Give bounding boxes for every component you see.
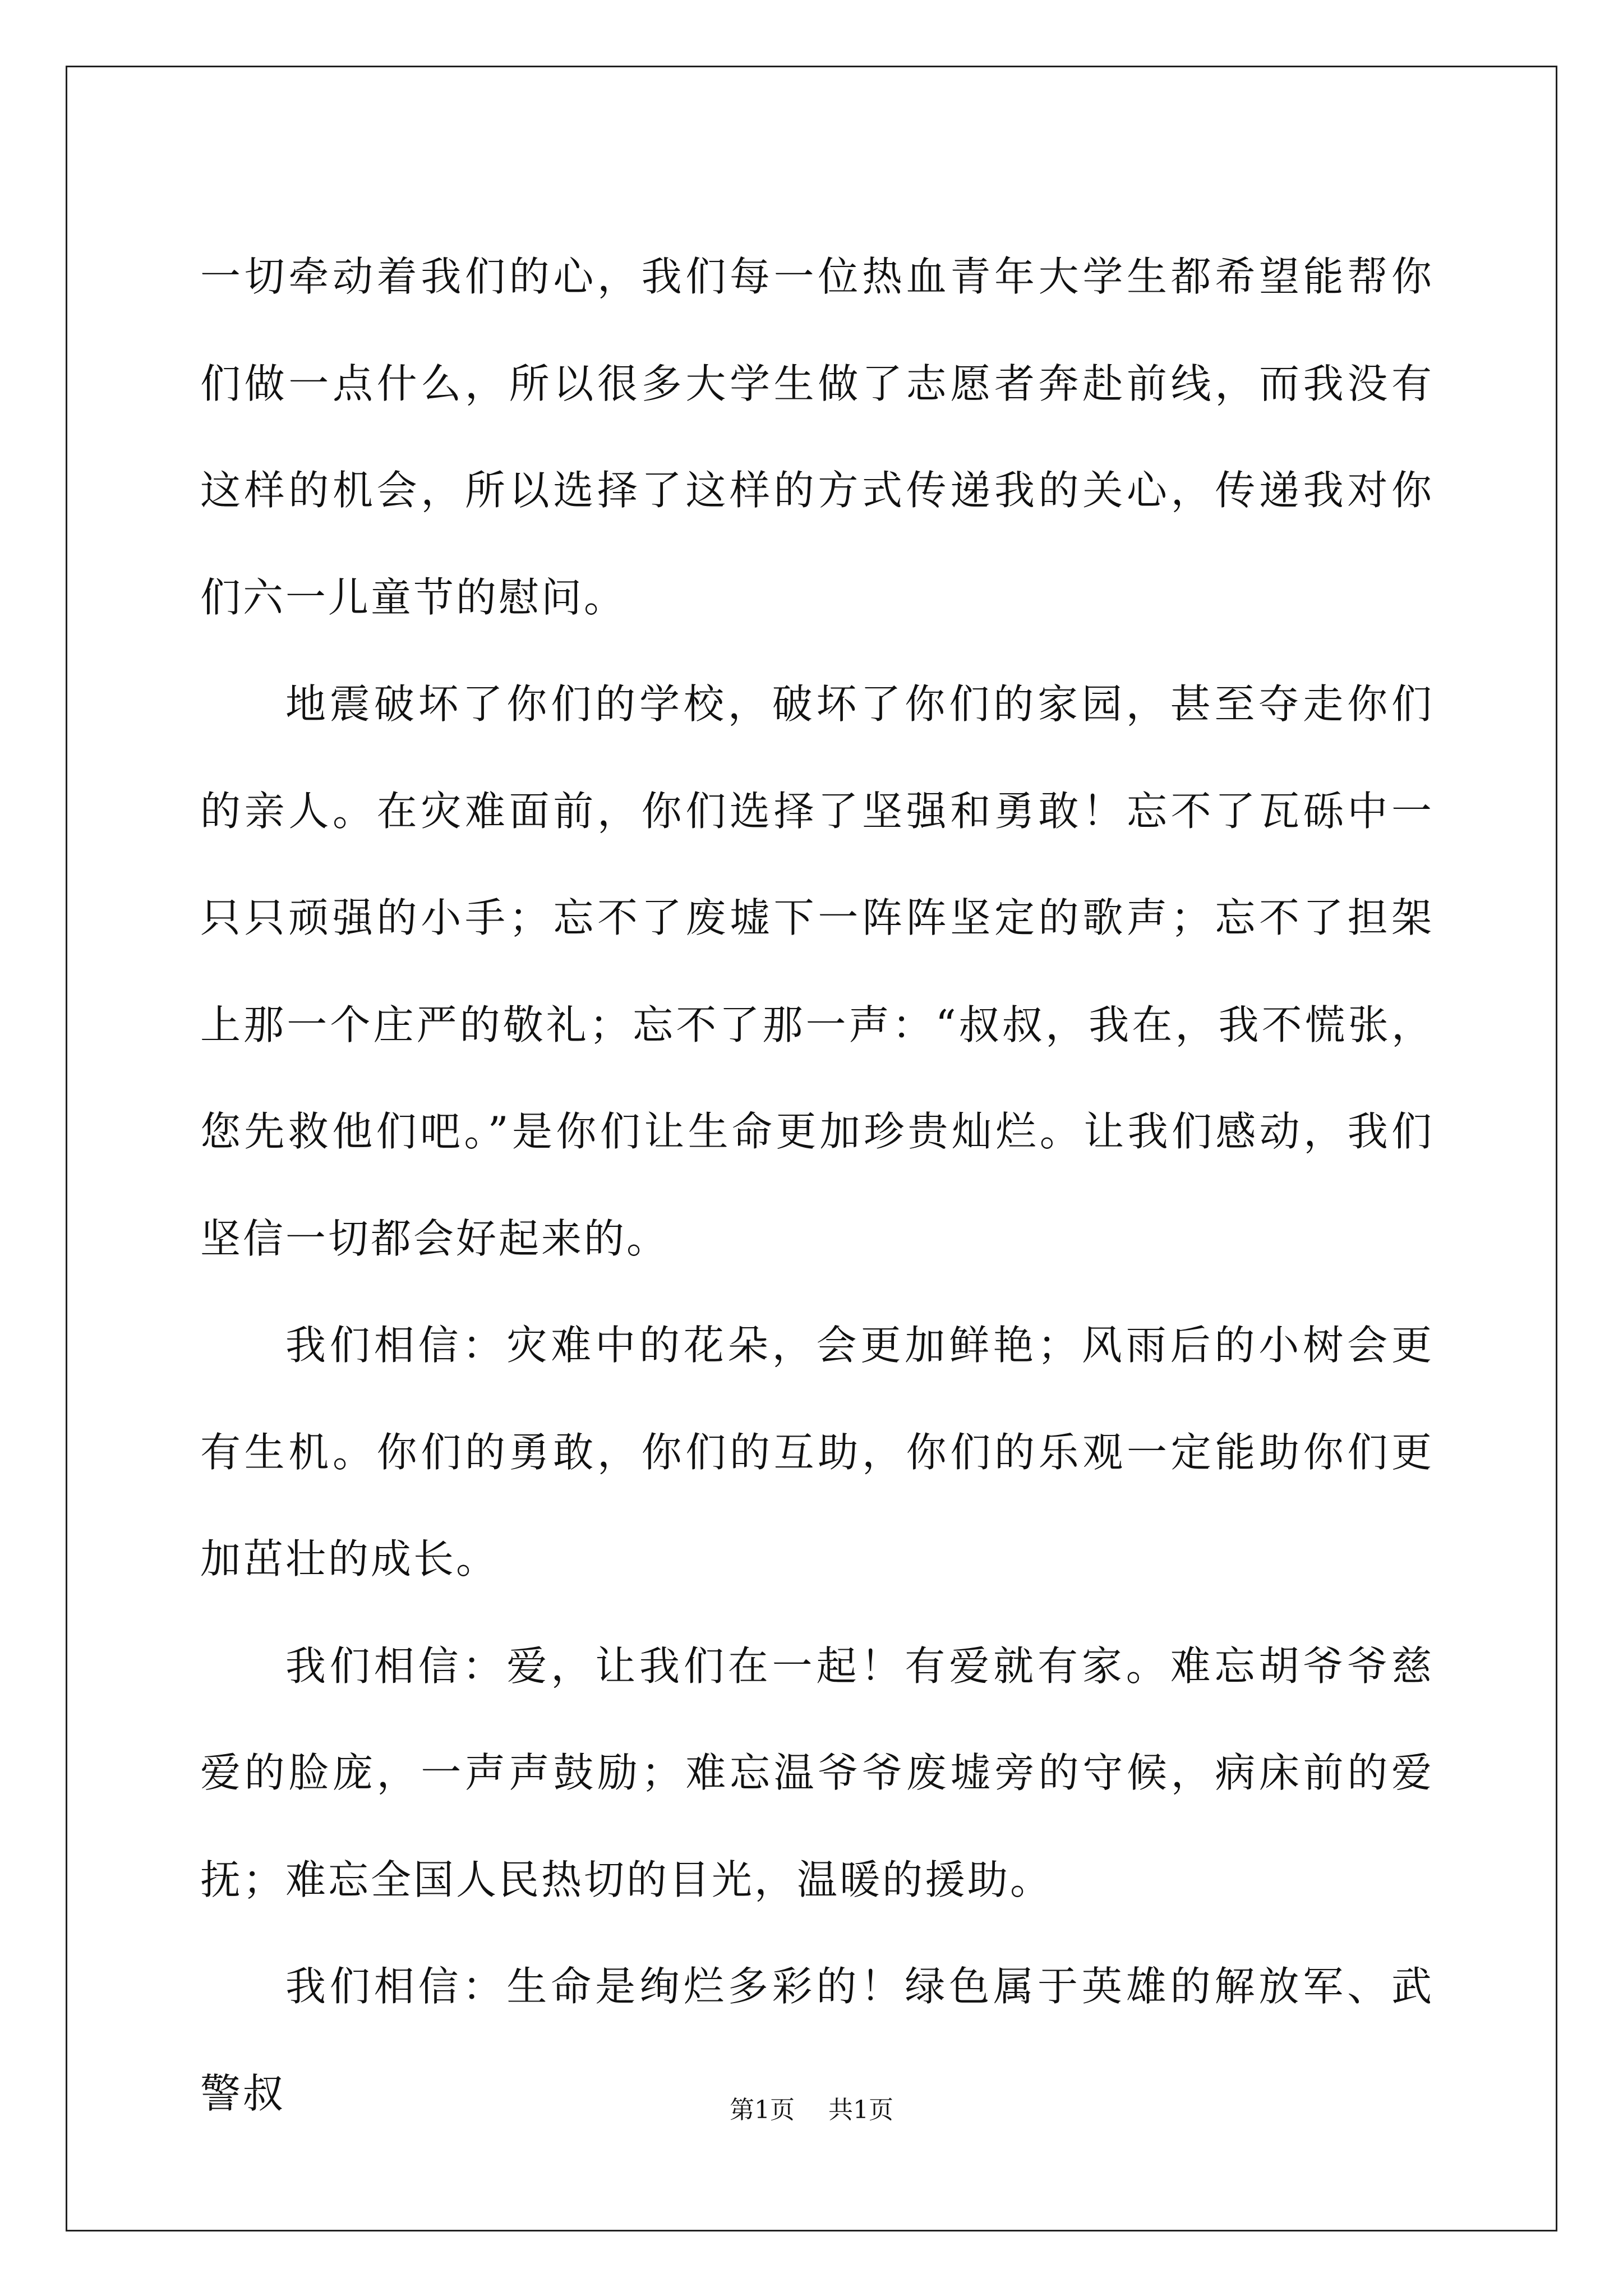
paragraph-1: 一切牵动着我们的心，我们每一位热血青年大学生都希望能帮你们做一点什么，所以很多大学生做了志愿者奔赴前线，而我没有这样的机会，所以选择了这样的方式传递我的关心，传递我对你们六一儿童节的慰问。	[200, 253, 1434, 621]
document-body	[200, 223, 1434, 2147]
paragraph-3: 我们相信：灾难中的花朵，会更加鲜艳；风雨后的小树会更有生机。你们的勇敢，你们的互助，你们的乐观一定能助你们更加茁壮的成长。	[200, 1322, 1434, 1582]
paragraph-5: 我们相信：生命是绚烂多彩的！绿色属于英雄的解放军、武警叔	[200, 1963, 1434, 2117]
paragraph-2: 地震破坏了你们的学校，破坏了你们的家园，甚至夺走你们的亲人。在灾难面前，你们选择了坚强和勇敢！忘不了瓦砾中一只只顽强的小手；忘不了废墟下一阵阵坚定的歌声；忘不了担架上那一个庄严的敬礼；忘不了那一声：“叔叔，我在，我不慌张，您先救他们吧。”是你们让生命更加珍贵灿烂。让我们感动，我们坚信一切都会好起来的。	[200, 680, 1434, 1262]
paragraph-4: 我们相信：爱，让我们在一起！有爱就有家。难忘胡爷爷慈爱的脸庞，一声声鼓励；难忘温爷爷废墟旁的守候，病床前的爱抚；难忘全国人民热切的目光，温暖的援助。	[200, 1642, 1434, 1903]
page-total: 共1页	[828, 2096, 893, 2124]
page-footer	[0, 2093, 1623, 2127]
page-number: 第1页	[730, 2096, 795, 2124]
